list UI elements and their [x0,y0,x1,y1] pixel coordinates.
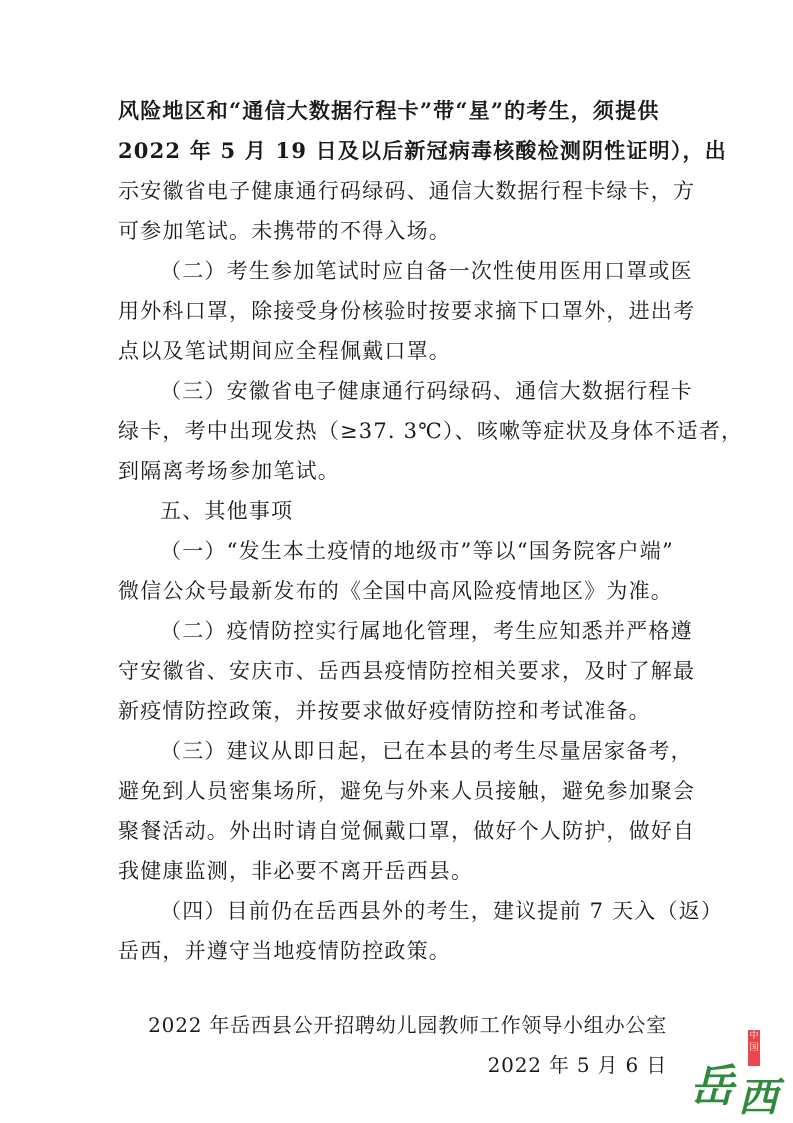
doc-line-10: 到隔离考场参加笔试。 [118,459,340,483]
yuexi-logo [688,1022,788,1121]
doc-line-2: 2022 年 5 月 19 日及以后新冠病毒核酸检测阴性证明），出 [118,138,727,163]
doc-line-4: 可参加笔试。未携带的不得入场。 [118,219,451,243]
doc-line-9: 绿卡，考中出现发热（≥37. 3℃）、咳嗽等症状及身体不适者， [118,419,744,443]
doc-line-3: 示安徽省电子健康通行码绿码、通信大数据行程卡绿卡，方 [118,179,696,203]
doc-line-18: 避免到人员密集场所，避免与外来人员接触，避免参加聚会 [118,779,696,803]
doc-line-13: 微信公众号最新发布的《全国中高风险疫情地区》为准。 [118,579,673,603]
doc-line-16: 新疫情防控政策，并按要求做好疫情防控和考试准备。 [118,699,651,723]
doc-line-8: （三）安徽省电子健康通行码绿码、通信大数据行程卡 [160,379,693,403]
china-seal: 中国 [748,1030,760,1066]
doc-line-1: 风险地区和“通信大数据行程卡”带“星”的考生，须提供 [118,98,660,123]
doc-line-15: 守安徽省、安庆市、岳西县疫情防控相关要求，及时了解最 [118,659,696,683]
doc-line-14: （二）疫情防控实行属地化管理，考生应知悉并严格遵 [160,619,693,643]
signature-date: 2022 年 5 月 6 日 [487,1053,667,1077]
doc-line-17: （三）建议从即日起，已在本县的考生尽量居家备考， [160,739,693,763]
doc-line-20: 我健康监测，非必要不离开岳西县。 [118,859,474,883]
doc-line-12: （一）“发生本土疫情的地级市”等以“国务院客户端” [160,539,674,563]
logo-char-xi: 西 [738,1074,778,1121]
doc-line-19: 聚餐活动。外出时请自觉佩戴口罩，做好个人防护，做好自 [118,819,696,843]
doc-line-6: 用外科口罩，除接受身份核验时按要求摘下口罩外，进出考 [118,299,696,323]
doc-line-22: 岳西，并遵守当地疫情防控政策。 [118,939,451,963]
logo-char-yue: 岳 [690,1061,734,1112]
doc-line-5: （二）考生参加笔试时应自备一次性使用医用口罩或医 [160,259,693,283]
section-heading: 五、其他事项 [160,499,294,523]
doc-line-21: （四）目前仍在岳西县外的考生，建议提前 7 天入（返） [160,899,724,923]
doc-line-7: 点以及笔试期间应全程佩戴口罩。 [118,339,451,363]
signature-org: 2022 年岳西县公开招聘幼儿园教师工作领导小组办公室 [148,1013,667,1037]
